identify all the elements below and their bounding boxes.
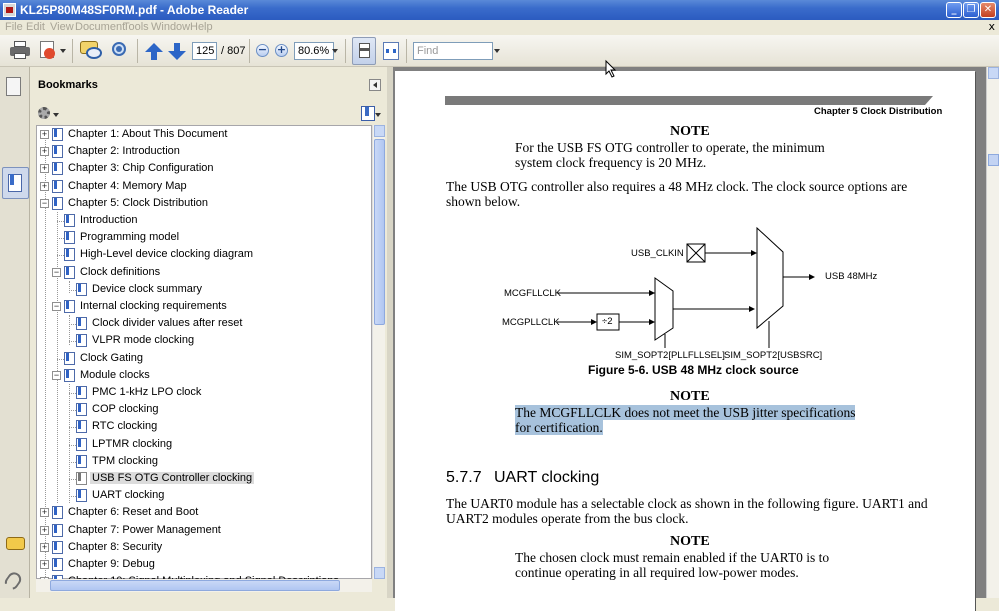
bookmark-item[interactable] [37, 299, 377, 316]
menu-window[interactable]: Window [151, 21, 191, 33]
bookmark-label: Chapter 1: About This Document [68, 128, 228, 140]
body-text: UART2 modules operate from the bus clock. [446, 511, 689, 526]
previous-page-icon[interactable] [145, 43, 163, 61]
bookmark-icon [76, 438, 87, 451]
highlighted-note-text[interactable]: The MCGFLLCLK does not meet the USB jitter specifications [515, 405, 856, 420]
bookmark-icon [76, 455, 87, 468]
expand-icon[interactable]: + [41, 507, 48, 518]
bookmark-icon [76, 334, 87, 347]
bookmark-icon [76, 489, 87, 502]
section-number: 5.7.7 [446, 469, 482, 486]
pllfllsel-label: SIM_SOPT2[PLLFLLSEL] [615, 350, 725, 361]
tree-guide-line [69, 410, 76, 411]
toolbar-separator [137, 39, 138, 63]
collapse-icon[interactable]: − [53, 301, 60, 311]
bookmarks-horizontal-scrollbar[interactable] [36, 579, 372, 592]
bookmark-item[interactable] [37, 385, 377, 402]
usbsrc-label: SIM_SOPT2[USBSRC] [724, 350, 823, 361]
scroll-thumb[interactable] [988, 154, 999, 166]
expand-icon[interactable]: + [41, 163, 48, 174]
fit-page-icon[interactable] [352, 37, 376, 65]
bookmarks-panel [32, 67, 387, 598]
usb-clkin-label: USB_CLKIN [631, 248, 684, 259]
bookmark-item[interactable] [37, 557, 377, 574]
bookmark-item[interactable] [37, 247, 377, 264]
bookmark-item[interactable] [37, 523, 377, 540]
bookmark-label: High-Level device clocking diagram [80, 248, 254, 261]
body-text: shown below. [446, 194, 521, 209]
share-icon[interactable] [38, 41, 66, 61]
title-bar [0, 0, 999, 20]
tree-guide-line [69, 427, 76, 428]
bookmark-item[interactable] [37, 265, 377, 282]
bookmark-icon [52, 180, 63, 193]
bookmark-item[interactable] [37, 144, 377, 161]
note-text: continue operating in all required low-power modes. [515, 565, 799, 580]
bookmark-label: Programming model [80, 231, 180, 244]
menu-help[interactable]: Help [190, 21, 213, 33]
comments-icon[interactable] [6, 537, 25, 550]
tree-guide-line [69, 393, 76, 394]
toolbar-separator [345, 39, 346, 63]
scroll-thumb[interactable] [50, 580, 340, 591]
tree-guide-line [57, 359, 64, 360]
note-heading: NOTE [670, 124, 710, 139]
tree-guide-line [69, 445, 76, 446]
window-title: KL25P80M48SF0RM.pdf - Adobe Reader [20, 3, 249, 17]
navigation-pane-strip [0, 67, 30, 598]
zoom-in-icon[interactable]: + [276, 43, 287, 56]
expand-icon[interactable]: + [41, 180, 48, 191]
bookmark-item[interactable] [37, 471, 377, 488]
bookmark-label: Clock Gating [80, 351, 143, 364]
bookmark-icon [52, 145, 63, 158]
note-text: For the USB FS OTG controller to operate, the minimum [515, 140, 825, 155]
bookmark-label: Chapter 5: Clock Distribution [68, 196, 209, 209]
toolbar-separator [249, 39, 250, 63]
bookmark-icon [52, 128, 63, 141]
bookmark-icon [64, 300, 75, 313]
tree-guide-line [57, 221, 64, 222]
bookmark-label: Clock divider values after reset [92, 317, 243, 330]
bookmark-label: Chapter 6: Reset and Boot [68, 506, 199, 519]
bookmark-label: Chapter 8: Security [68, 540, 163, 553]
new-bookmark-icon[interactable] [361, 106, 375, 121]
divider-label: ÷2 [602, 316, 613, 327]
scroll-up-arrow[interactable] [988, 67, 999, 79]
bookmark-icon [76, 386, 87, 399]
highlighted-note-text[interactable]: for certification. [515, 420, 603, 435]
bookmarks-header [32, 67, 387, 101]
bookmark-icon [64, 214, 75, 227]
bookmark-label: Introduction [80, 214, 138, 226]
bookmark-item[interactable] [37, 333, 377, 350]
section-title: UART clocking [494, 469, 600, 486]
bookmark-label: Chapter 3: Chip Configuration [68, 162, 214, 175]
bookmark-label: Module clocks [80, 368, 150, 381]
zoom-input[interactable]: 80.6% [294, 42, 334, 60]
minimize-button[interactable]: _ [946, 2, 962, 18]
expand-icon[interactable]: + [41, 129, 48, 139]
menu-tools[interactable]: Tools [123, 21, 149, 33]
bookmark-label: Chapter 7: Power Management [68, 523, 221, 536]
bookmarks-icon[interactable] [2, 167, 29, 199]
tree-guide-line [69, 496, 76, 497]
note-text: The chosen clock must remain enabled if the UART0 is to [515, 550, 830, 565]
bookmark-icon [76, 472, 87, 485]
bookmark-label: USB FS OTG Controller clocking [92, 472, 253, 484]
adobe-reader-icon [3, 3, 16, 17]
mcgfllclk-label: MCGFLLCLK [504, 288, 562, 299]
collapse-icon[interactable]: − [41, 197, 48, 208]
bookmark-label: Chapter 4: Memory Map [68, 179, 187, 192]
printer-icon[interactable] [10, 41, 30, 59]
chapter-header: Chapter 5 Clock Distribution [814, 106, 943, 117]
bookmark-item[interactable] [37, 351, 377, 368]
bookmark-item[interactable] [37, 127, 377, 144]
menu-edit[interactable]: Edit [26, 21, 45, 33]
bookmark-item[interactable] [37, 505, 377, 522]
bookmark-label: COP clocking [92, 403, 159, 416]
bookmark-icon [52, 506, 63, 519]
document-view [393, 67, 986, 598]
bookmark-icon [64, 266, 75, 279]
find-dropdown-icon[interactable] [494, 49, 500, 53]
document-vertical-scrollbar[interactable] [986, 67, 999, 598]
bookmark-label: VLPR mode clocking [92, 334, 195, 347]
page-number-input[interactable]: 125 [192, 42, 217, 60]
next-page-icon[interactable] [168, 43, 186, 61]
expand-icon[interactable]: + [41, 524, 48, 535]
bookmark-icon [64, 248, 75, 261]
close-button[interactable]: ✕ [980, 2, 996, 18]
fit-width-icon[interactable] [383, 42, 399, 60]
tree-guide-line [57, 255, 64, 256]
collapse-icon[interactable]: − [53, 266, 60, 277]
bookmark-label: PMC 1-kHz LPO clock [92, 386, 202, 398]
body-text: The USB OTG controller also requires a 48 MHz clock. The clock source options are [446, 179, 908, 194]
menu-bar [0, 20, 999, 35]
bookmarks-tree [36, 125, 372, 579]
find-input[interactable]: Find [413, 42, 493, 60]
bookmark-item[interactable] [37, 230, 377, 247]
header-bar [445, 96, 933, 106]
collapse-panel-icon[interactable] [369, 79, 381, 91]
bookmark-icon [76, 420, 87, 433]
collapse-icon[interactable]: − [53, 369, 60, 380]
bookmark-item[interactable] [37, 540, 377, 557]
expand-icon[interactable]: + [41, 146, 48, 157]
bookmarks-vertical-scrollbar[interactable] [372, 125, 385, 579]
tree-guide-line [69, 290, 76, 291]
bookmark-item[interactable] [37, 213, 377, 230]
bookmark-label: RTC clocking [92, 420, 158, 433]
bookmark-label: UART clocking [92, 489, 165, 502]
scroll-down-arrow[interactable] [374, 567, 385, 579]
bookmark-label: Clock definitions [80, 265, 161, 278]
menu-document[interactable]: Document [75, 21, 126, 33]
expand-icon[interactable]: + [41, 541, 48, 552]
bookmark-item[interactable] [37, 402, 377, 419]
bookmark-item[interactable] [37, 419, 377, 436]
menu-view[interactable]: View [50, 21, 74, 33]
bookmark-icon [52, 197, 63, 210]
note-text: system clock frequency is 20 MHz. [515, 155, 707, 170]
bookmark-icon [52, 558, 63, 571]
bookmark-icon [52, 162, 63, 175]
bookmark-icon [64, 352, 75, 365]
new-bookmark-dropdown-icon[interactable] [375, 113, 381, 117]
close-document-button[interactable]: x [988, 20, 995, 33]
bookmark-icon [64, 369, 75, 382]
options-dropdown-icon[interactable] [53, 113, 59, 117]
bookmark-item[interactable] [37, 316, 377, 333]
bookmark-icon [52, 541, 63, 554]
usb48-label: USB 48MHz [825, 271, 878, 282]
bookmark-label: Chapter 9: Debug [68, 558, 155, 570]
tree-guide-line [69, 341, 76, 342]
note-heading: NOTE [670, 389, 710, 404]
scroll-thumb[interactable] [374, 139, 385, 325]
bookmark-label: Internal clocking requirements [80, 300, 227, 312]
toolbar-separator [72, 39, 73, 63]
bookmark-item[interactable] [37, 179, 377, 196]
page-total: / 807 [221, 45, 246, 57]
bookmark-item[interactable] [37, 282, 377, 299]
tree-guide-line [57, 238, 64, 239]
bookmark-item[interactable] [37, 454, 377, 471]
bookmark-icon [76, 317, 87, 330]
attachment-icon[interactable] [2, 570, 24, 593]
comment-markup-icon[interactable] [80, 41, 102, 61]
mcgpllclk-label: MCGPLLCLK [502, 317, 560, 328]
bookmark-item[interactable] [37, 368, 377, 385]
maximize-button[interactable]: ❐ [963, 2, 979, 18]
pages-icon[interactable] [6, 77, 21, 96]
toolbar-separator [406, 39, 407, 63]
bookmark-label: Chapter 2: Introduction [68, 145, 180, 158]
expand-icon[interactable]: + [41, 559, 48, 569]
review-icon[interactable] [111, 41, 129, 59]
bookmark-icon [76, 403, 87, 416]
bookmark-icon [76, 283, 87, 296]
gear-icon[interactable] [38, 107, 50, 119]
figure-caption: Figure 5-6. USB 48 MHz clock source [588, 363, 799, 377]
bookmark-item[interactable] [37, 437, 377, 454]
bookmark-label: Device clock summary [92, 282, 203, 295]
zoom-dropdown-icon[interactable] [332, 49, 338, 53]
bookmark-label: TPM clocking [92, 454, 159, 467]
zoom-out-icon[interactable]: − [257, 43, 268, 56]
bookmark-icon [64, 231, 75, 244]
tree-guide-line [69, 462, 76, 463]
bookmark-item[interactable] [37, 161, 377, 178]
mouse-cursor-icon [605, 60, 617, 78]
bookmarks-options-bar [32, 101, 387, 125]
bookmarks-title: Bookmarks [38, 79, 98, 91]
bookmark-label: LPTMR clocking [92, 437, 173, 450]
menu-file[interactable]: File [5, 21, 23, 33]
bookmark-item[interactable] [37, 196, 377, 213]
scroll-up-arrow[interactable] [374, 125, 385, 137]
bookmark-item[interactable] [37, 488, 377, 505]
bookmark-icon [52, 524, 63, 537]
tree-guide-line [69, 324, 76, 325]
note-heading: NOTE [670, 534, 710, 549]
tree-guide-line [69, 479, 76, 480]
body-text: The UART0 module has a selectable clock as shown in the following figure. UART1 and [446, 496, 928, 511]
pdf-page [395, 71, 975, 611]
